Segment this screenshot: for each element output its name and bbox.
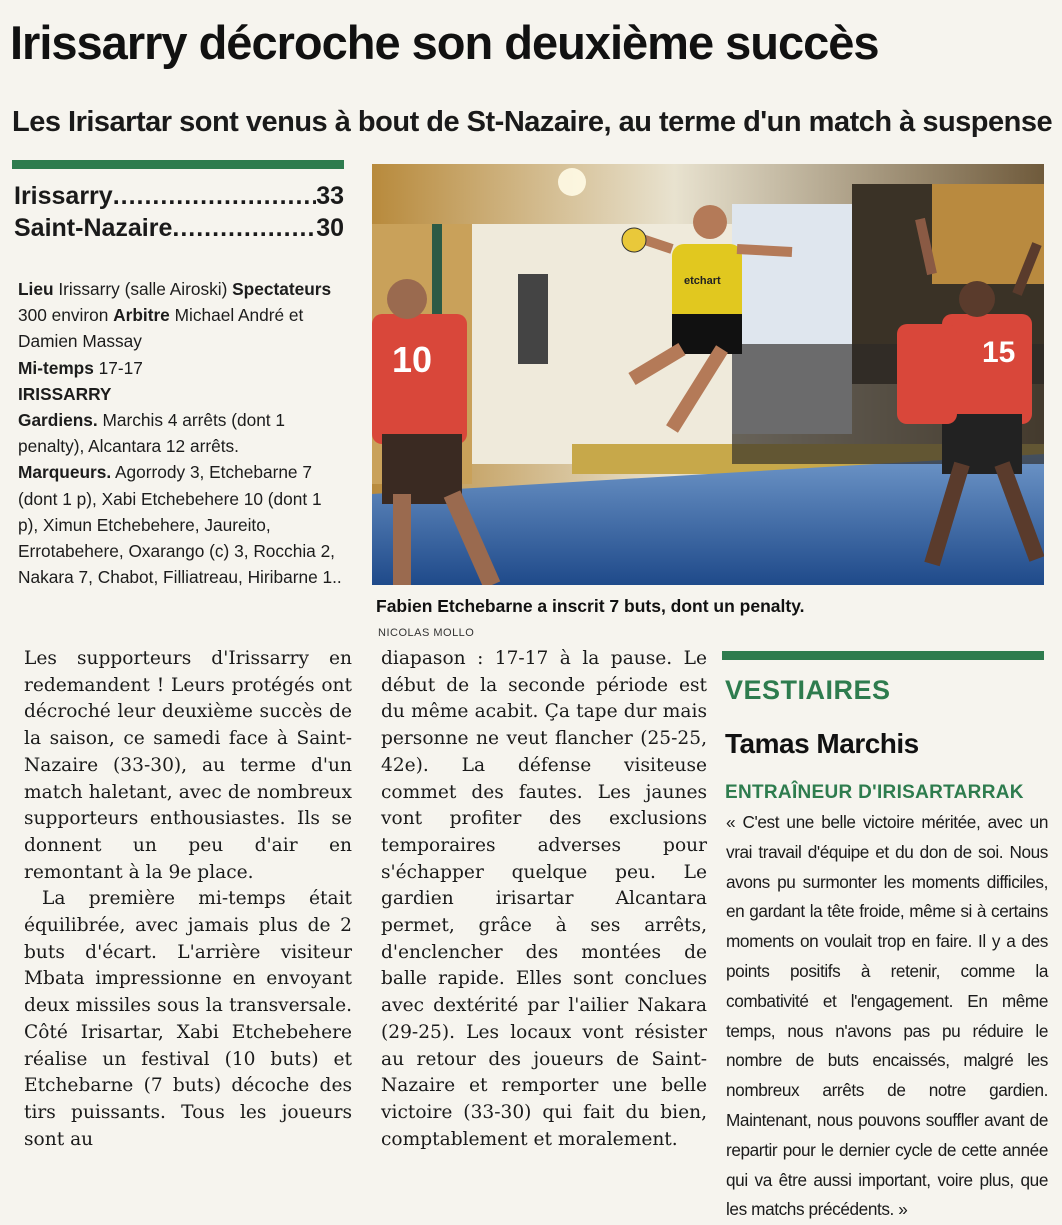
score-row-away [14,212,344,244]
interview-quote: « C'est une belle victoire méritée, avec un vrai travail d'équipe et du don de soi. Nous avons pu surmonter les moments difficiles, en gardant la tête froide, même si à certains moments on voulait trop en faire. Il y a des points positifs à retenir, comme la combativité et l'engagement. En même temps, nous n'avons pas pu réduire le nombre de buts encaissés, malgré les nombreux arrêts de notre gardien. Maintenant, nous pouvons souffler avant de repartir pour le dernier cycle de cette année qui va être aussi important, voire plus, que les matchs précédents. » [726,812,1048,1220]
arbitre-label: Arbitre [113,305,170,326]
spectateurs-label: Spectateurs [232,279,332,299]
article-paragraph: Les supporteurs d'Irissarry en redemandent ! Leurs protégés ont décroché leur deuxième succès de la saison, ce samedi face à Saint-Nazaire (33-30), au terme d'un match haletant, avec de nombreux supporteurs enthousiastes. Ils se donnent un peu d'air en remontant à la 9e place. [24,648,352,883]
article-column-2 [381,646,707,1153]
lieu-value: Irissarry (salle Airoski) [58,279,228,299]
home-score: 33 [316,182,344,210]
mitemps-label: Mi-temps [18,357,94,378]
section-bar-left [12,160,344,169]
headline: Irissarry décroche son deuxième succès [10,16,879,69]
photo-caption: Fabien Etchebarne a inscrit 7 buts, dont un penalty. [376,596,805,616]
article-paragraph: diapason : 17-17 à la pause. Le début de la seconde période est du même acabit. Ça tape dur mais personne ne veut flancher (25-25, 42e). La défense visiteuse commet des fautes. Les jaunes vont profiter des exclusions temporaires adverses pour s'échapper quelque peu. Le gardien irisartar Alcantara permet, grâce à ses arrêts, d'enclencher des montées de balle rapide. Elles sont conclues avec dextérité par l'ailier Nakara (29-25). Les locaux vont résister au retour des joueurs de Saint-Nazaire et remporter une belle victoire (33-30) qui fait du bien, comptablement et moralement. [381,648,707,1150]
match-photo [372,164,1044,585]
leader-dots [172,212,316,244]
article-paragraph: La première mi-temps était équilibrée, avec jamais plus de 2 buts d'écart. L'arrière visiteur Mbata impressionne en envoyant deux missiles sous la transversale. Côté Irisartar, Xabi Etchebehere réalise un festival (10 buts) et Etchebarne (7 buts) décoche des tirs puissants. Tous les joueurs sont au [24,888,352,1150]
team-heading: IRISSARRY [18,383,112,404]
match-sheet [18,276,344,590]
subheadline: Les Irisartar sont venus à bout de St-Nazaire, au terme d'un match à suspense [12,106,1053,138]
score-row-home [14,180,344,212]
away-score: 30 [316,214,344,242]
article-column-1 [24,646,352,1153]
photo-credit: NICOLAS MOLLO [378,627,475,639]
marqueurs-value: Agorrody 3, Etchebarne 7 (dont 1 p), Xabi Etchebehere 10 (dont 1 p), Ximun Etchebehere, Jaureito, Errotabehere, Oxarango (c) 3, Rocchia 2, Nakara 7, Chabot, Filliatreau, Hiribarne 1.. [18,462,342,588]
marqueurs-label: Marqueurs. [18,462,112,483]
interviewee-role: ENTRAÎNEUR D'IRISARTARRAK [725,782,1024,803]
gardiens-label: Gardiens. [18,410,98,431]
interviewee-name: Tamas Marchis [725,728,919,759]
jersey-number-15: 15 [982,336,1016,369]
spectateurs-value: 300 environ [18,305,109,326]
section-bar-right [722,651,1044,660]
leader-dots [113,180,316,212]
jersey-number-10: 10 [392,339,433,380]
vestiaires-title: VESTIAIRES [725,675,891,705]
away-team: Saint-Nazaire [14,214,173,242]
sponsor-text: etchart [684,275,721,287]
mitemps-value: 17-17 [98,357,143,378]
home-team: Irissarry [14,182,113,210]
lieu-label: Lieu [18,279,54,299]
arbitre-value: Michael André et Damien Massay [18,305,304,352]
gardiens-value: Marchis 4 arrêts (dont 1 penalty), Alcantara 12 arrêts. [18,410,286,457]
